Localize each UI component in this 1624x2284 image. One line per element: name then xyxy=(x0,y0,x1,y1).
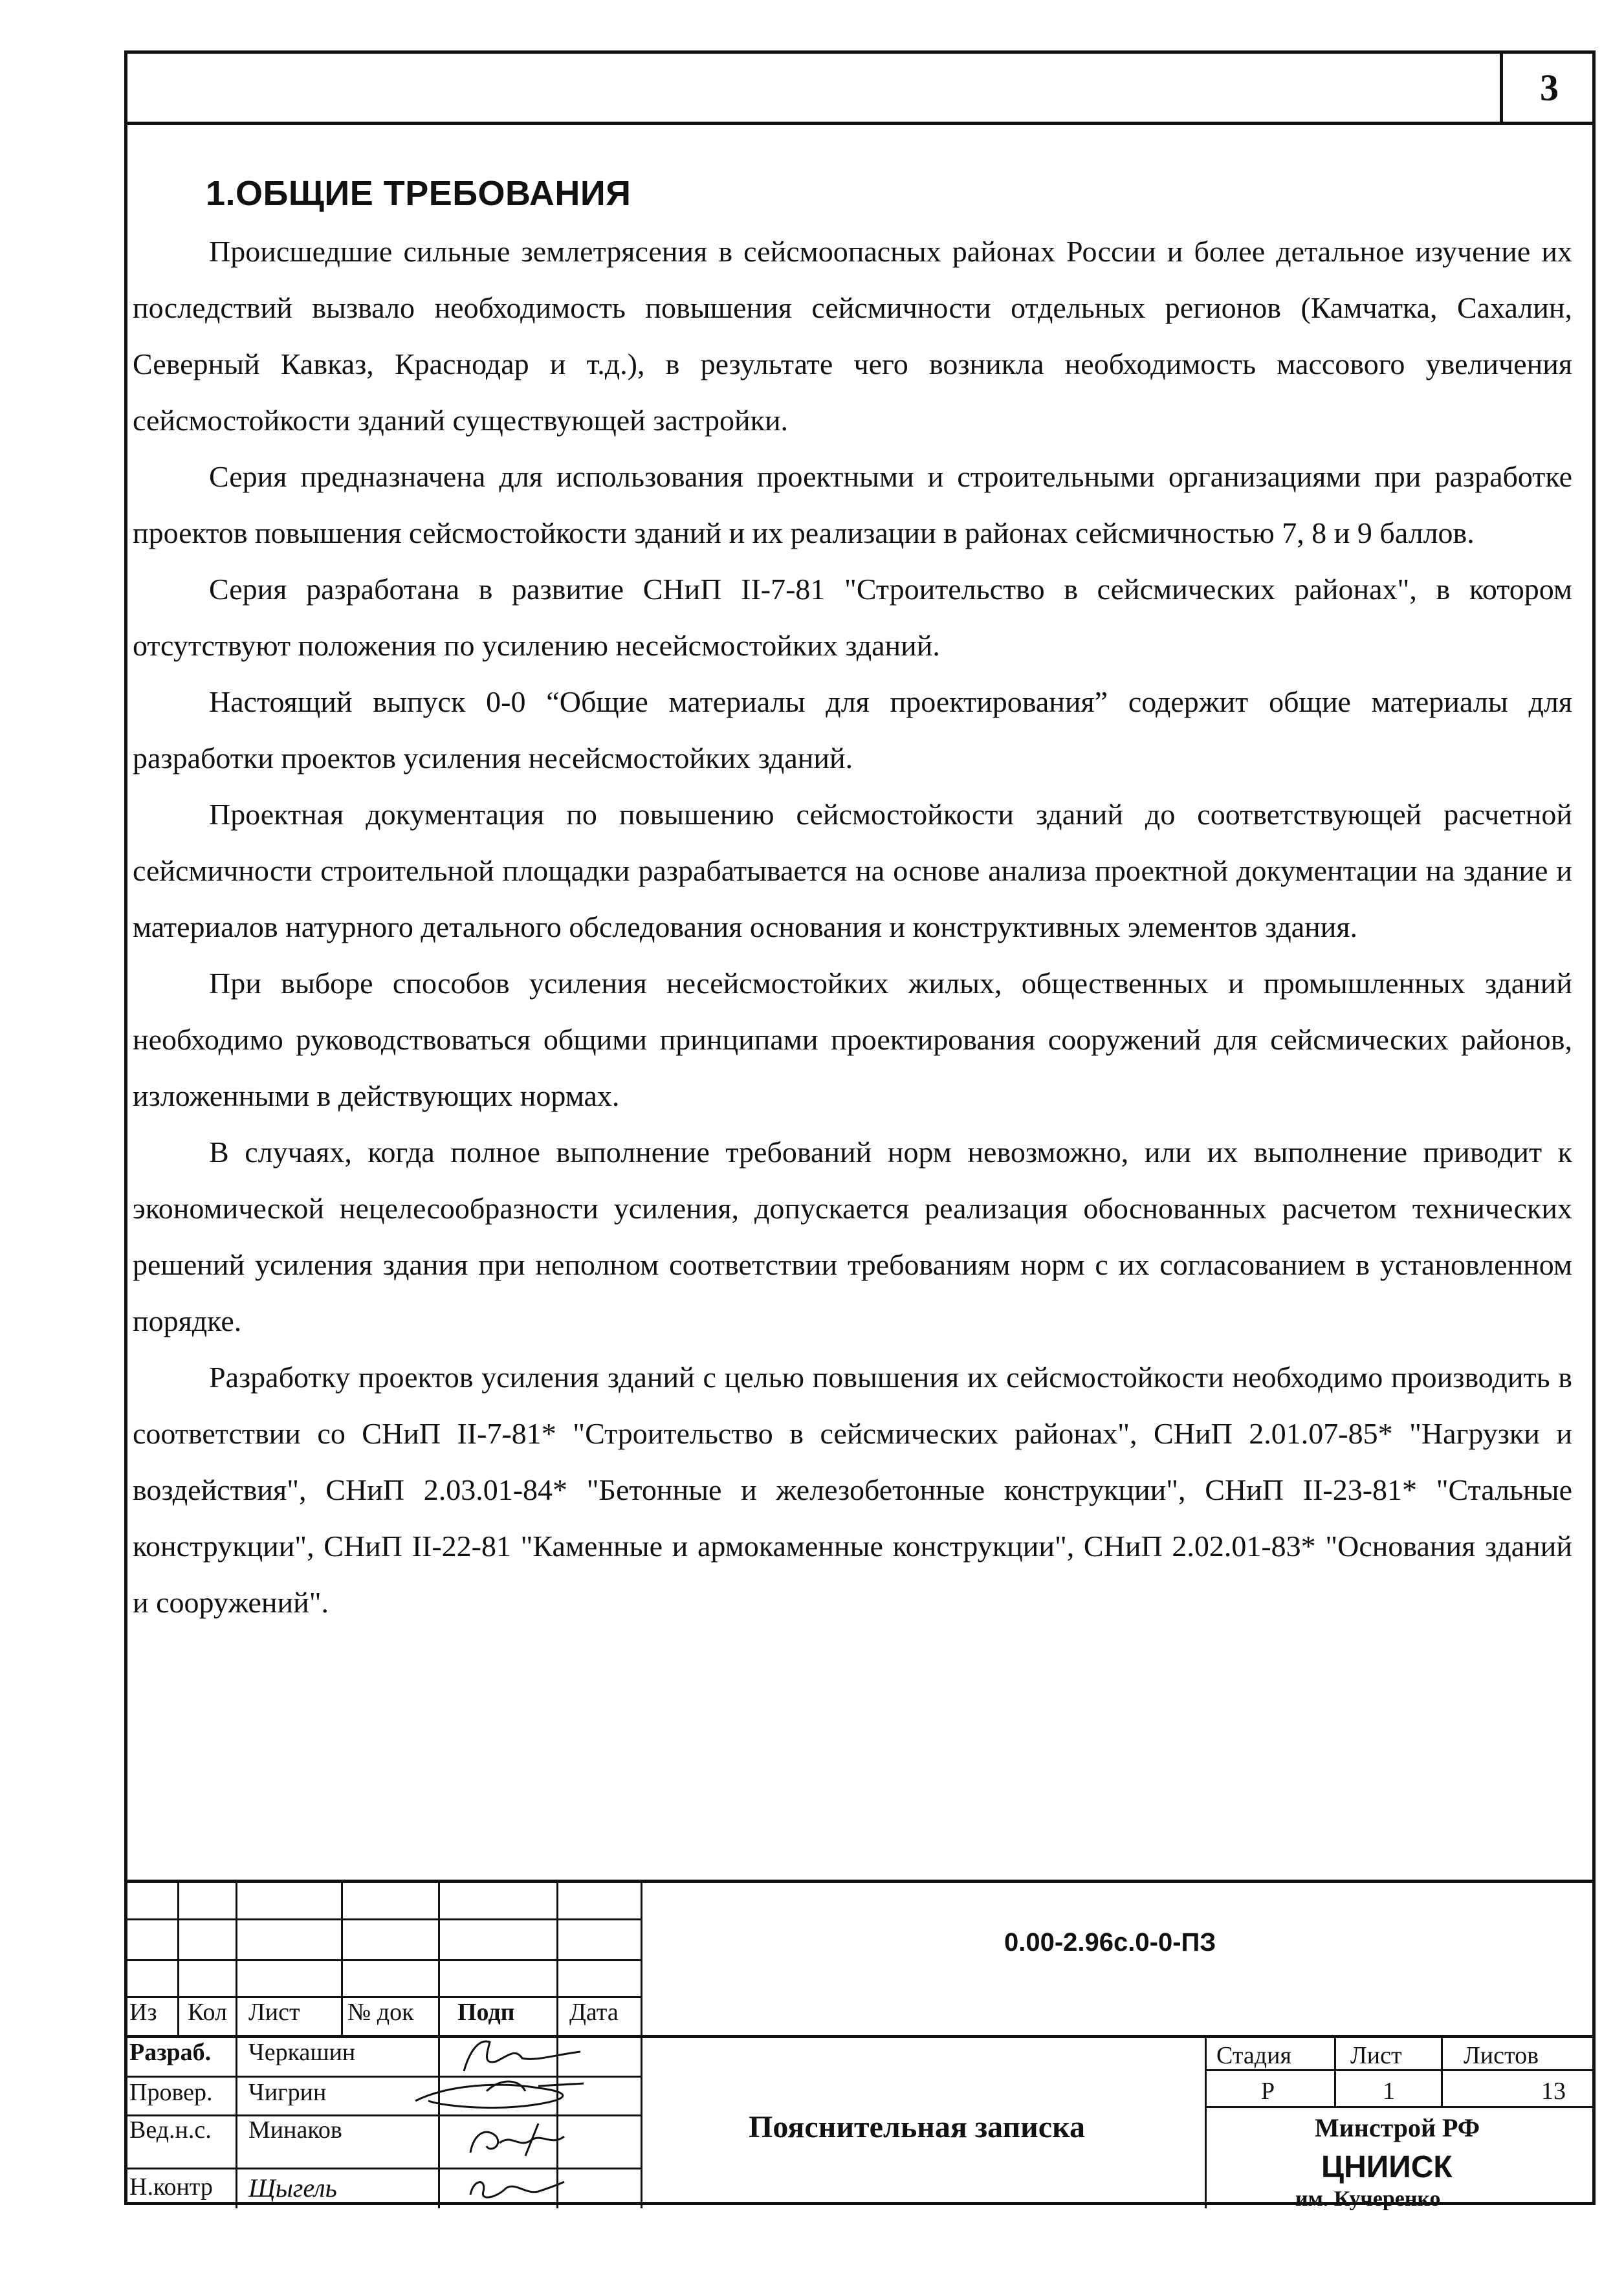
header-kol: Кол xyxy=(188,1999,227,2026)
paragraph: В случаях, когда полное выполнение требований норм невозможно, или их выполнение приводит к экономической нецелесообразности усиления, допускается реализация обоснованных расчетом технических решений усиления здания при неполном соответствии требованиям норм с их согласованием в установленном порядке. xyxy=(133,1136,1572,1337)
sheets-value: 13 xyxy=(1541,2078,1566,2105)
section-title: 1.ОБЩИЕ ТРЕБОВАНИЯ xyxy=(206,174,631,213)
body-text xyxy=(133,223,1572,1631)
name-razrab: Черкашин xyxy=(248,2039,356,2066)
stage-value: Р xyxy=(1261,2078,1275,2105)
role-ved: Вед.н.с. xyxy=(129,2116,212,2144)
document-code: 0.00-2.96с.0-0-ПЗ xyxy=(1004,1928,1216,1957)
paragraph: Разработку проектов усиления зданий с целью повышения их сейсмостойкости необходимо производить в соответствии со СНиП II-7-81* "Строительство в сейсмических районах", СНиП 2.01.07-85* "Нагрузки и воздействия", СНиП 2.03.01-84* "Бетонные и железобетонные конструкции", СНиП II-23-81* "Стальные конструкции", СНиП II-22-81 "Каменные и армокаменные конструкции", СНиП 2.02.01-83* "Основания зданий и сооружений". xyxy=(133,1361,1572,1619)
grid-line xyxy=(1205,2106,1596,2108)
header-list: Лист xyxy=(248,1999,300,2026)
header-data: Дата xyxy=(569,1999,619,2026)
header-rule xyxy=(124,122,1596,125)
signature-nkontr xyxy=(461,2169,571,2208)
name-nkontr: Щыгель xyxy=(248,2173,337,2202)
title-block xyxy=(124,1880,1596,2211)
sheet-value: 1 xyxy=(1383,2078,1395,2105)
stage-header: Стадия xyxy=(1216,2042,1291,2069)
signature-ved xyxy=(461,2117,577,2164)
grid-line xyxy=(124,1918,641,1920)
signature-razrab xyxy=(451,2036,587,2076)
signature-prover xyxy=(409,2072,590,2117)
grid-line xyxy=(1205,2035,1207,2208)
sheet-header: Лист xyxy=(1350,2042,1402,2069)
name-prover: Чигрин xyxy=(248,2079,327,2106)
header-iz: Из xyxy=(129,1999,157,2026)
role-nkontr: Н.контр xyxy=(129,2173,213,2201)
paragraph: При выборе способов усиления несейсмостойких жилых, общественных и промышленных зданий необходимо руководствоваться общими принципами проектирования сооружений для сейсмических районов, изложенными в действующих нормах. xyxy=(133,967,1572,1112)
paragraph: Серия предназначена для использования проектными и строительными организациями при разработке проектов повышения сейсмостойкости зданий и их реализации в районах сейсмичностью 7, 8 и 9 баллов. xyxy=(133,460,1572,549)
page-number: 3 xyxy=(1500,50,1596,125)
org-ministry: Минстрой РФ xyxy=(1315,2113,1480,2142)
org-subtitle: им. Кучеренко xyxy=(1295,2187,1441,2211)
paragraph: Происшедшие сильные землетрясения в сейсмоопасных районах России и более детальное изучение их последствий вызвало необходимость повышения сейсмичности отдельных регионов (Камчатка, Сахалин, Северный Кавказ, Краснодар и т.д.), в результате чего возникла необходимость массового увеличения сейсмостойкости зданий существующей застройки. xyxy=(133,235,1572,437)
document-name: Пояснительная записка xyxy=(749,2110,1086,2144)
header-podp: Подп xyxy=(457,1999,515,2026)
paragraph: Настоящий выпуск 0-0 “Общие материалы для проектирования” содержит общие материалы для разработки проектов усиления несейсмостойких зданий. xyxy=(133,685,1572,774)
grid-line xyxy=(236,1883,237,2208)
header-num-doc: № док xyxy=(347,1999,414,2026)
sheets-header: Листов xyxy=(1464,2042,1539,2069)
paragraph: Проектная документация по повышению сейсмостойкости зданий до соответствующей расчетной сейсмичности строительной площадки разрабатывается на основе анализа проектной документации на здание и материалов натурного детального обследования основания и конструктивных элементов здания. xyxy=(133,798,1572,943)
paragraph: Серия разработана в развитие СНиП II-7-81 "Строительство в сейсмических районах", в котором отсутствуют положения по усилению несейсмостойких зданий. xyxy=(133,573,1572,662)
role-prover: Провер. xyxy=(129,2079,213,2106)
grid-line xyxy=(438,1883,440,2208)
grid-line xyxy=(641,1883,642,2208)
org-name: ЦНИИСК xyxy=(1321,2150,1453,2184)
role-razrab: Разраб. xyxy=(129,2039,212,2066)
grid-line xyxy=(124,1959,641,1961)
name-ved: Минаков xyxy=(248,2116,342,2144)
